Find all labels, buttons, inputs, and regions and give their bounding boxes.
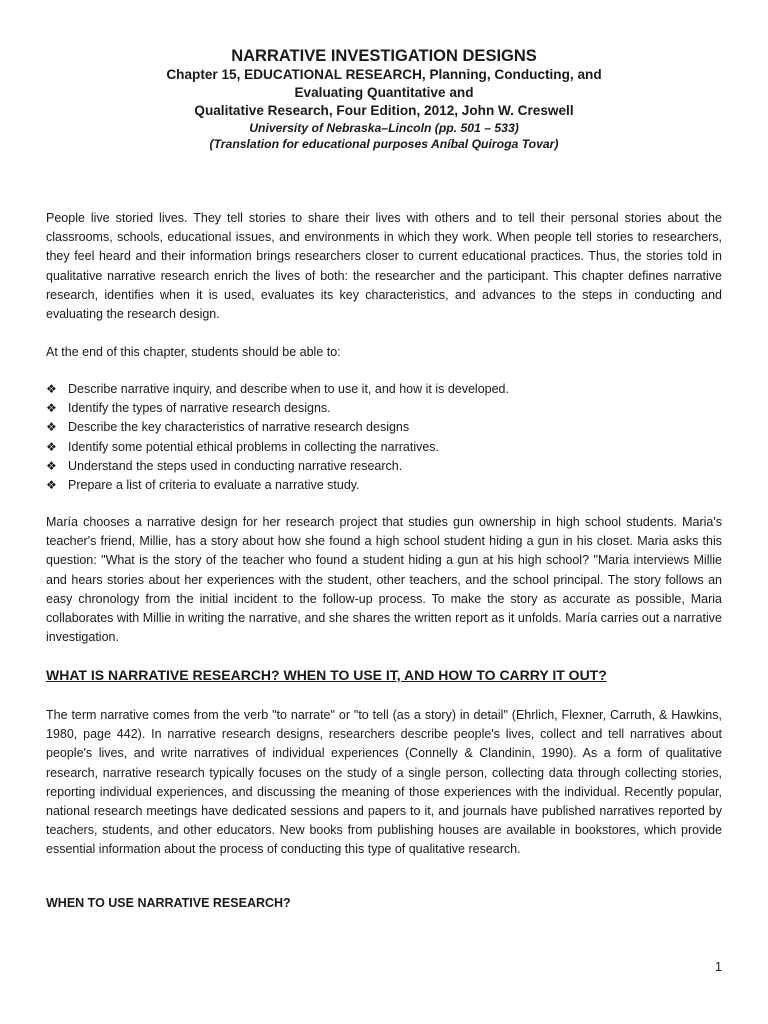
translation-note: (Translation for educational purposes Aníbal Quiroga Tovar) bbox=[209, 137, 559, 151]
list-item bbox=[46, 380, 722, 399]
objectives-lead: At the end of this chapter, students should be able to: bbox=[46, 345, 341, 359]
objective-text: Identify the types of narrative research designs. bbox=[68, 401, 331, 416]
diamond-bullet-icon: ❖ bbox=[46, 439, 57, 454]
subsection-heading: WHEN TO USE NARRATIVE RESEARCH? bbox=[46, 896, 291, 910]
diamond-bullet-icon: ❖ bbox=[46, 401, 57, 416]
chapter-line: Chapter 15, EDUCATIONAL RESEARCH, Planning, Conducting, and bbox=[166, 67, 602, 82]
list-item bbox=[46, 399, 722, 418]
example-paragraph: María chooses a narrative design for her research project that studies gun ownership in high school students. Maria's teacher's friend, Millie, has a story about how she found a high school student hiding a gun in his closet. Maria asks this question: "What is the story of the teacher who found a student hiding a gun at his high school? "Maria interviews Millie and hears stories about her experiences with the student, other teachers, and the school principal. The story follows an easy chronology from the initial incident to the follow-up process. To make the story as accurate as possible, Maria collaborates with Millie in writing the narrative, and she shares the written report as it unfolds. María carries out a narrative investigation. bbox=[46, 515, 722, 645]
objective-text: Describe the key characteristics of narrative research designs bbox=[68, 420, 410, 435]
objectives-list bbox=[46, 380, 722, 495]
objective-text: Describe narrative inquiry, and describe when to use it, and how it is developed. bbox=[68, 382, 509, 396]
list-item bbox=[46, 418, 722, 437]
list-item bbox=[46, 476, 722, 495]
objective-text: Understand the steps used in conducting narrative research. bbox=[68, 458, 403, 473]
book-citation: Qualitative Research, Four Edition, 2012, John W. Creswell bbox=[194, 103, 574, 118]
chapter-line-continued: Evaluating Quantitative and bbox=[294, 85, 474, 100]
intro-paragraph: People live storied lives. They tell stories to share their lives with others and to tell their personal stories about the classrooms, schools, educational issues, and environments in which they work. When people tell stories to researchers, they feel heard and their information brings researchers closer to current educational practices. Thus, the stories told in qualitative narrative research enrich the lives of both: the researcher and the participant. This chapter defines narrative research, identifies when it is used, evaluates its key characteristics, and advances to the steps in conducting and evaluating the research design. bbox=[46, 211, 722, 322]
objective-text: Identify some potential ethical problems in collecting the narratives. bbox=[68, 439, 440, 454]
page-number: 1 bbox=[715, 960, 722, 974]
list-item bbox=[46, 438, 722, 457]
diamond-bullet-icon: ❖ bbox=[46, 420, 57, 435]
diamond-bullet-icon: ❖ bbox=[46, 458, 57, 473]
section-heading: WHAT IS NARRATIVE RESEARCH? WHEN TO USE IT, AND HOW TO CARRY IT OUT? bbox=[46, 667, 607, 683]
definition-paragraph: The term narrative comes from the verb "to narrate" or "to tell (as a story) in detail" (Ehrlich, Flexner, Carruth, & Hawkins, 1980, page 442). In narrative research designs, researchers describe people's lives, collect and tell narratives about people's lives, and write narratives of individual experiences (Connelly & Clandinin, 1990). As a form of qualitative research, narrative research typically focuses on the study of a single person, collecting data through collecting stories, reporting individual experiences, and discussing the meaning of those experiences with the individual. Recently popular, national research meetings have dedicated sessions and papers to it, and journals have published narratives reported by teachers, students, and other educators. New books from publishing houses are available in bookstores, which provide essential information about the process of conducting this type of qualitative research. bbox=[46, 708, 722, 857]
list-item bbox=[46, 457, 722, 476]
document-title: NARRATIVE INVESTIGATION DESIGNS bbox=[231, 47, 537, 65]
objective-text: Prepare a list of criteria to evaluate a narrative study. bbox=[68, 478, 360, 493]
document-header bbox=[0, 46, 768, 152]
diamond-bullet-icon: ❖ bbox=[46, 478, 57, 493]
diamond-bullet-icon: ❖ bbox=[46, 382, 57, 396]
university-line: University of Nebraska–Lincoln (pp. 501 – 533) bbox=[249, 121, 519, 135]
